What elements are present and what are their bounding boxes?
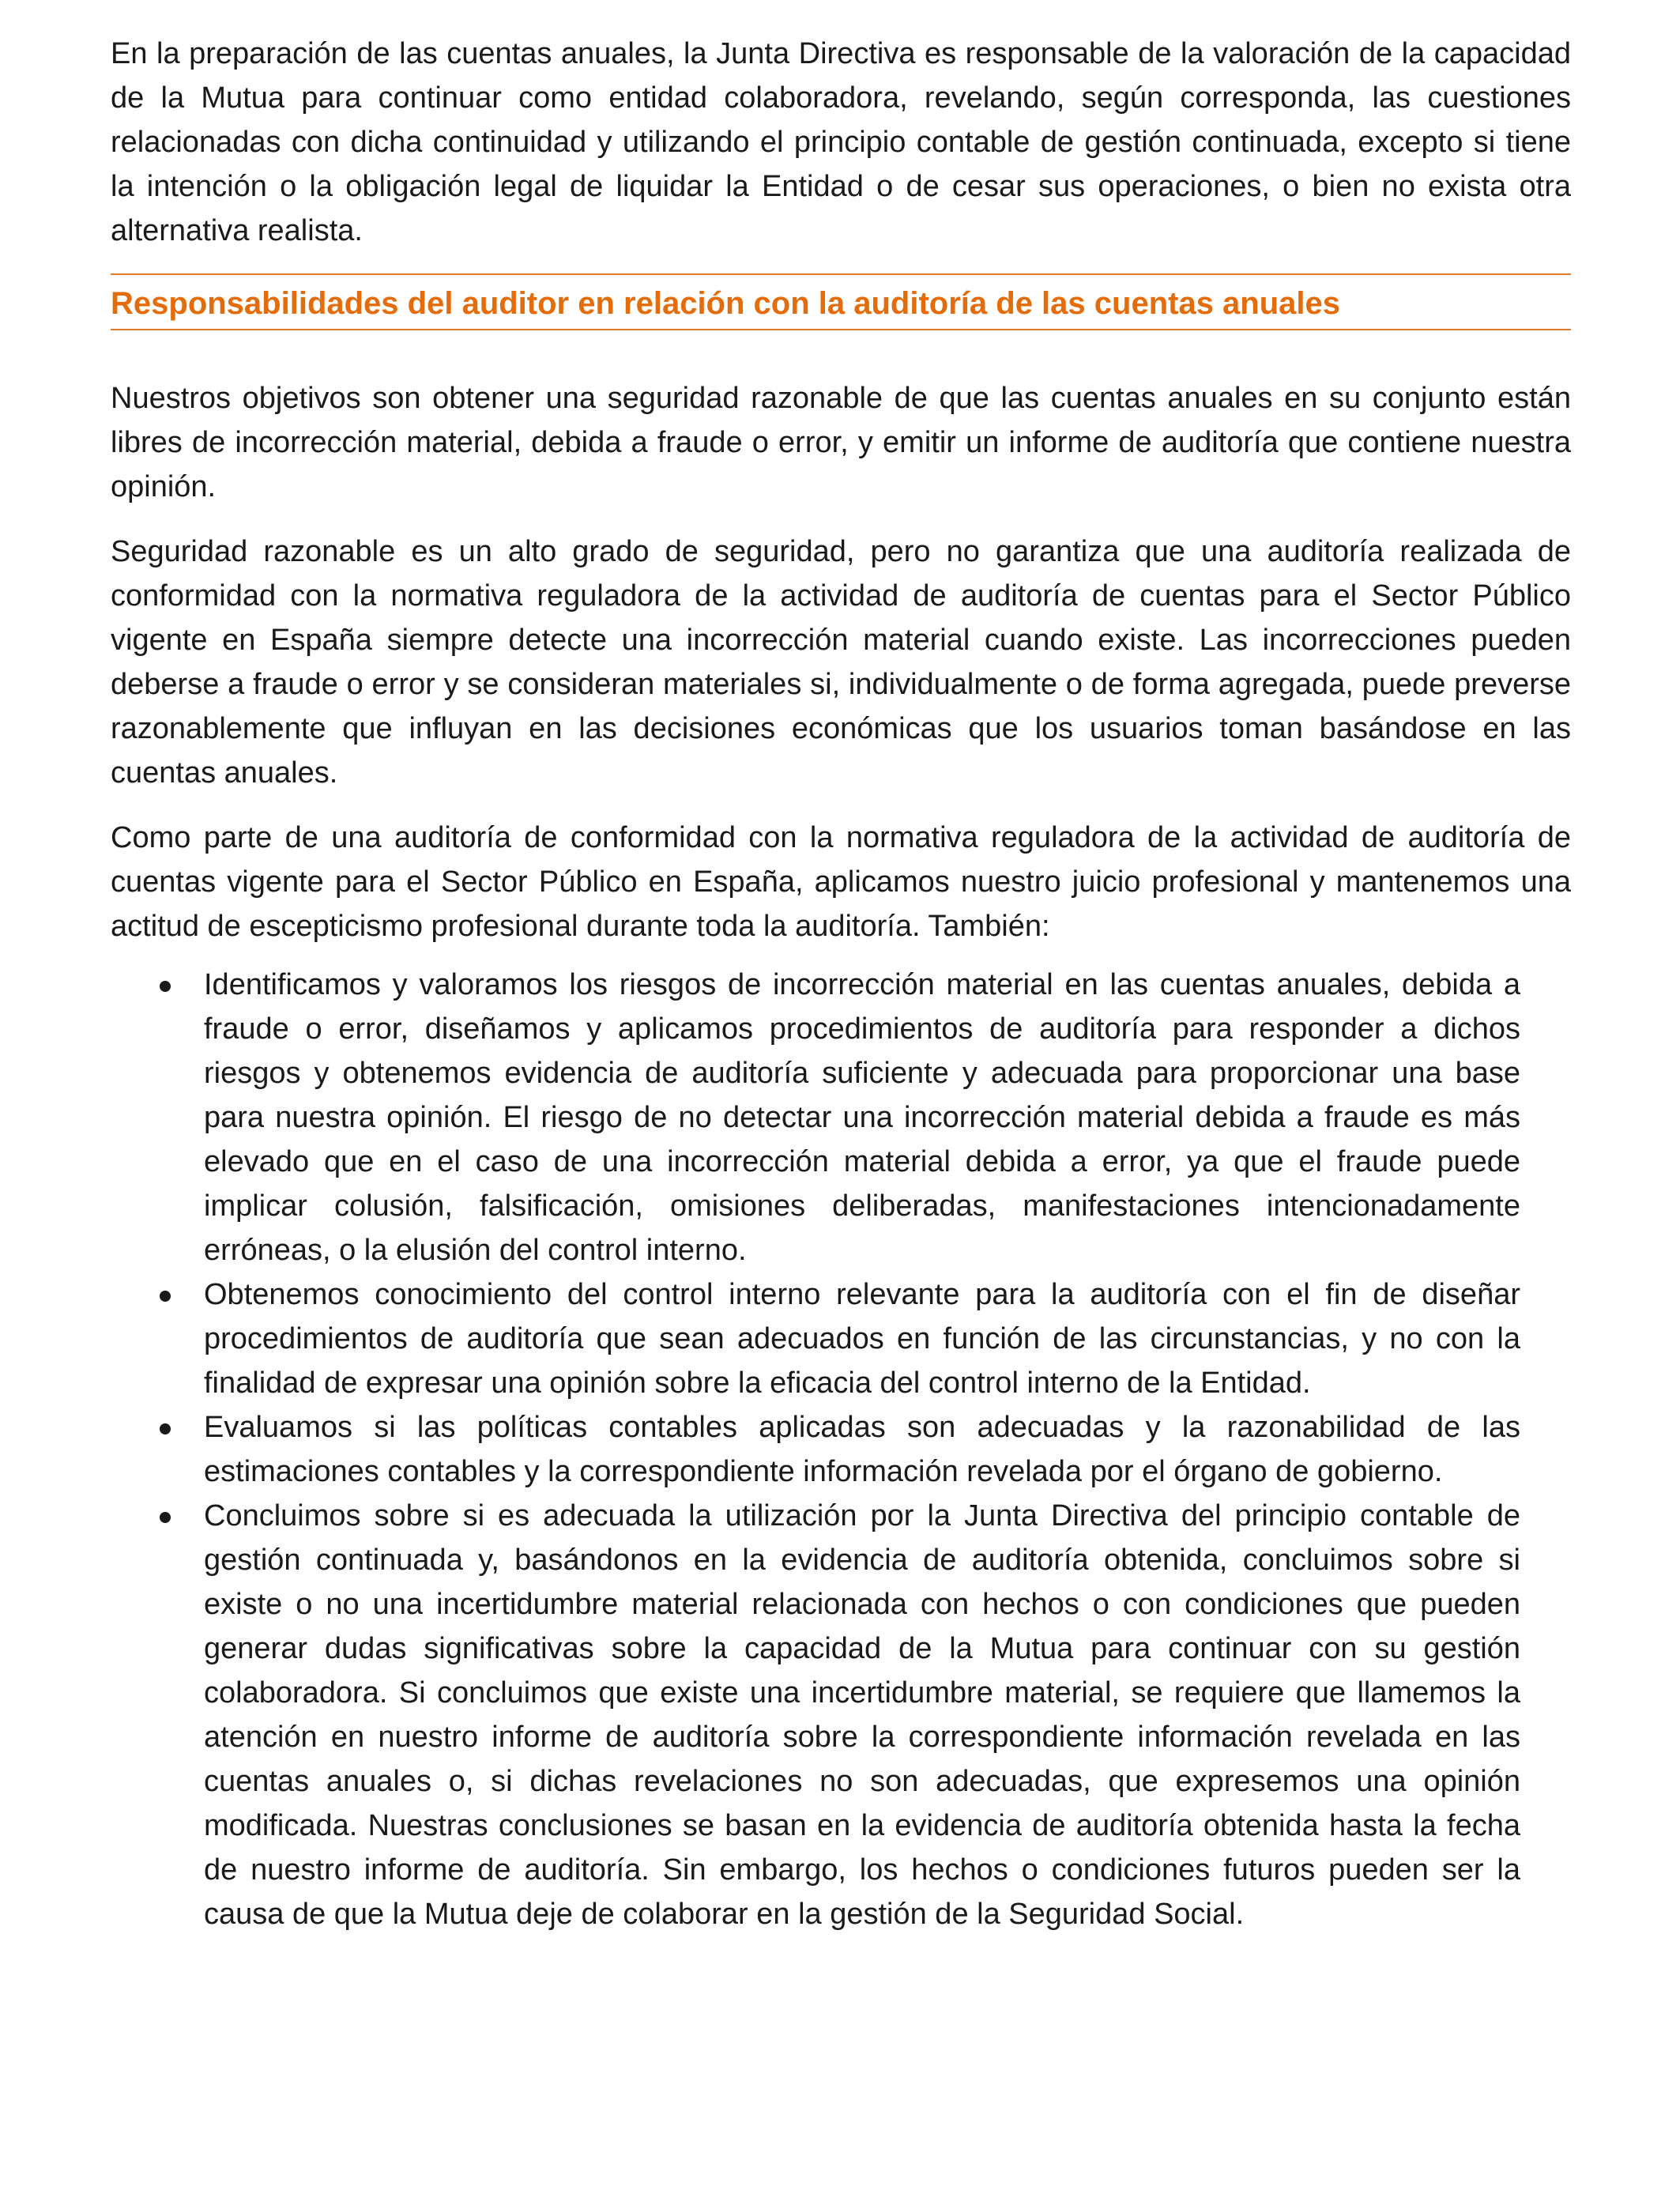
paragraph-reasonable-assurance: Seguridad razonable es un alto grado de seguridad, pero no garantiza que una auditoría realizada de conformidad con la normativa reguladora de la actividad de auditoría de cuentas para el Sector Público vigente en España siempre detecte una incorrección material cuando existe. Las incorrecciones pueden deberse a fraude o error y se consideran materiales si, individualmente o de forma agregada, puede preverse razonablemente que influyan en las decisiones económicas que los usuarios toman basándose en las cuentas anuales. — [111, 535, 1571, 790]
list-item — [111, 1494, 1571, 1936]
intro-paragraph: En la preparación de las cuentas anuales, la Junta Directiva es responsable de la valoración de la capacidad de la Mutua para continuar como entidad colaboradora, revelando, según corresponda, las cuestiones relacionadas con dicha continuidad y utilizando el principio contable de gestión continuada, excepto si tiene la intención o la obligación legal de liquidar la Entidad o de cesar sus operaciones, o bien no exista otra alternativa realista. — [111, 37, 1571, 247]
list-item — [111, 1272, 1571, 1405]
list-item — [111, 1405, 1571, 1494]
list-item — [111, 963, 1571, 1272]
paragraph-audit-procedures: Como parte de una auditoría de conformidad con la normativa reguladora de la actividad de auditoría de cuentas vigente para el Sector Público en España, aplicamos nuestro juicio profesional y mantenemos una actitud de escepticismo profesional durante toda la auditoría. También: — [111, 821, 1571, 943]
audit-procedures-list — [111, 963, 1571, 1936]
bullet-dot-icon — [160, 981, 171, 992]
section-header — [111, 273, 1571, 330]
list-item-text: Concluimos sobre si es adecuada la utilización por la Junta Directiva del principio contable de gestión continuada y, basándonos en la evidencia de auditoría obtenida, concluimos sobre si existe o no una incertidumbre material relacionada con hechos o con condiciones que pueden generar dudas significativas sobre la capacidad de la Mutua para continuar con su gestión colaboradora. Si concluimos que existe una incertidumbre material, se requiere que llamemos la atención en nuestro informe de auditoría sobre la correspondiente información revelada en las cuentas anuales o, si dichas revelaciones no son adecuadas, que expresemos una opinión modificada. Nuestras conclusiones se basan en la evidencia de auditoría obtenida hasta la fecha de nuestro informe de auditoría. Sin embargo, los hechos o condiciones futuros pueden ser la causa de que la Mutua deje de colaborar en la gestión de la Seguridad Social. — [204, 1499, 1520, 1931]
list-item-text: Evaluamos si las políticas contables aplicadas son adecuadas y la razonabilidad de las estimaciones contables y la correspondiente información revelada por el órgano de gobierno. — [204, 1411, 1520, 1488]
bullet-dot-icon — [160, 1291, 171, 1302]
bullet-dot-icon — [160, 1423, 171, 1434]
list-item-text: Identificamos y valoramos los riesgos de incorrección material en las cuentas anuales, debida a fraude o error, diseñamos y aplicamos procedimientos de auditoría para responder a dichos riesgos y obtenemos evidencia de auditoría suficiente y adecuada para proporcionar una base para nuestra opinión. El riesgo de no detectar una incorrección material debida a fraude es más elevado que en el caso de una incorrección material debida a error, ya que el fraude puede implicar colusión, falsificación, omisiones deliberadas, manifestaciones intencionadamente erróneas, o la elusión del control interno. — [204, 968, 1520, 1267]
section-title: Responsabilidades del auditor en relación con la auditoría de las cuentas anuales — [111, 286, 1341, 321]
bullet-dot-icon — [160, 1512, 171, 1523]
paragraph-objectives: Nuestros objetivos son obtener una seguridad razonable de que las cuentas anuales en su conjunto están libres de incorrección material, debida a fraude o error, y emitir un informe de auditoría que contiene nuestra opinión. — [111, 382, 1571, 503]
document-page — [111, 32, 1571, 1936]
list-item-text: Obtenemos conocimiento del control interno relevante para la auditoría con el fin de diseñar procedimientos de auditoría que sean adecuados en función de las circunstancias, y no con la finalidad de expresar una opinión sobre la eficacia del control interno de la Entidad. — [204, 1278, 1520, 1400]
